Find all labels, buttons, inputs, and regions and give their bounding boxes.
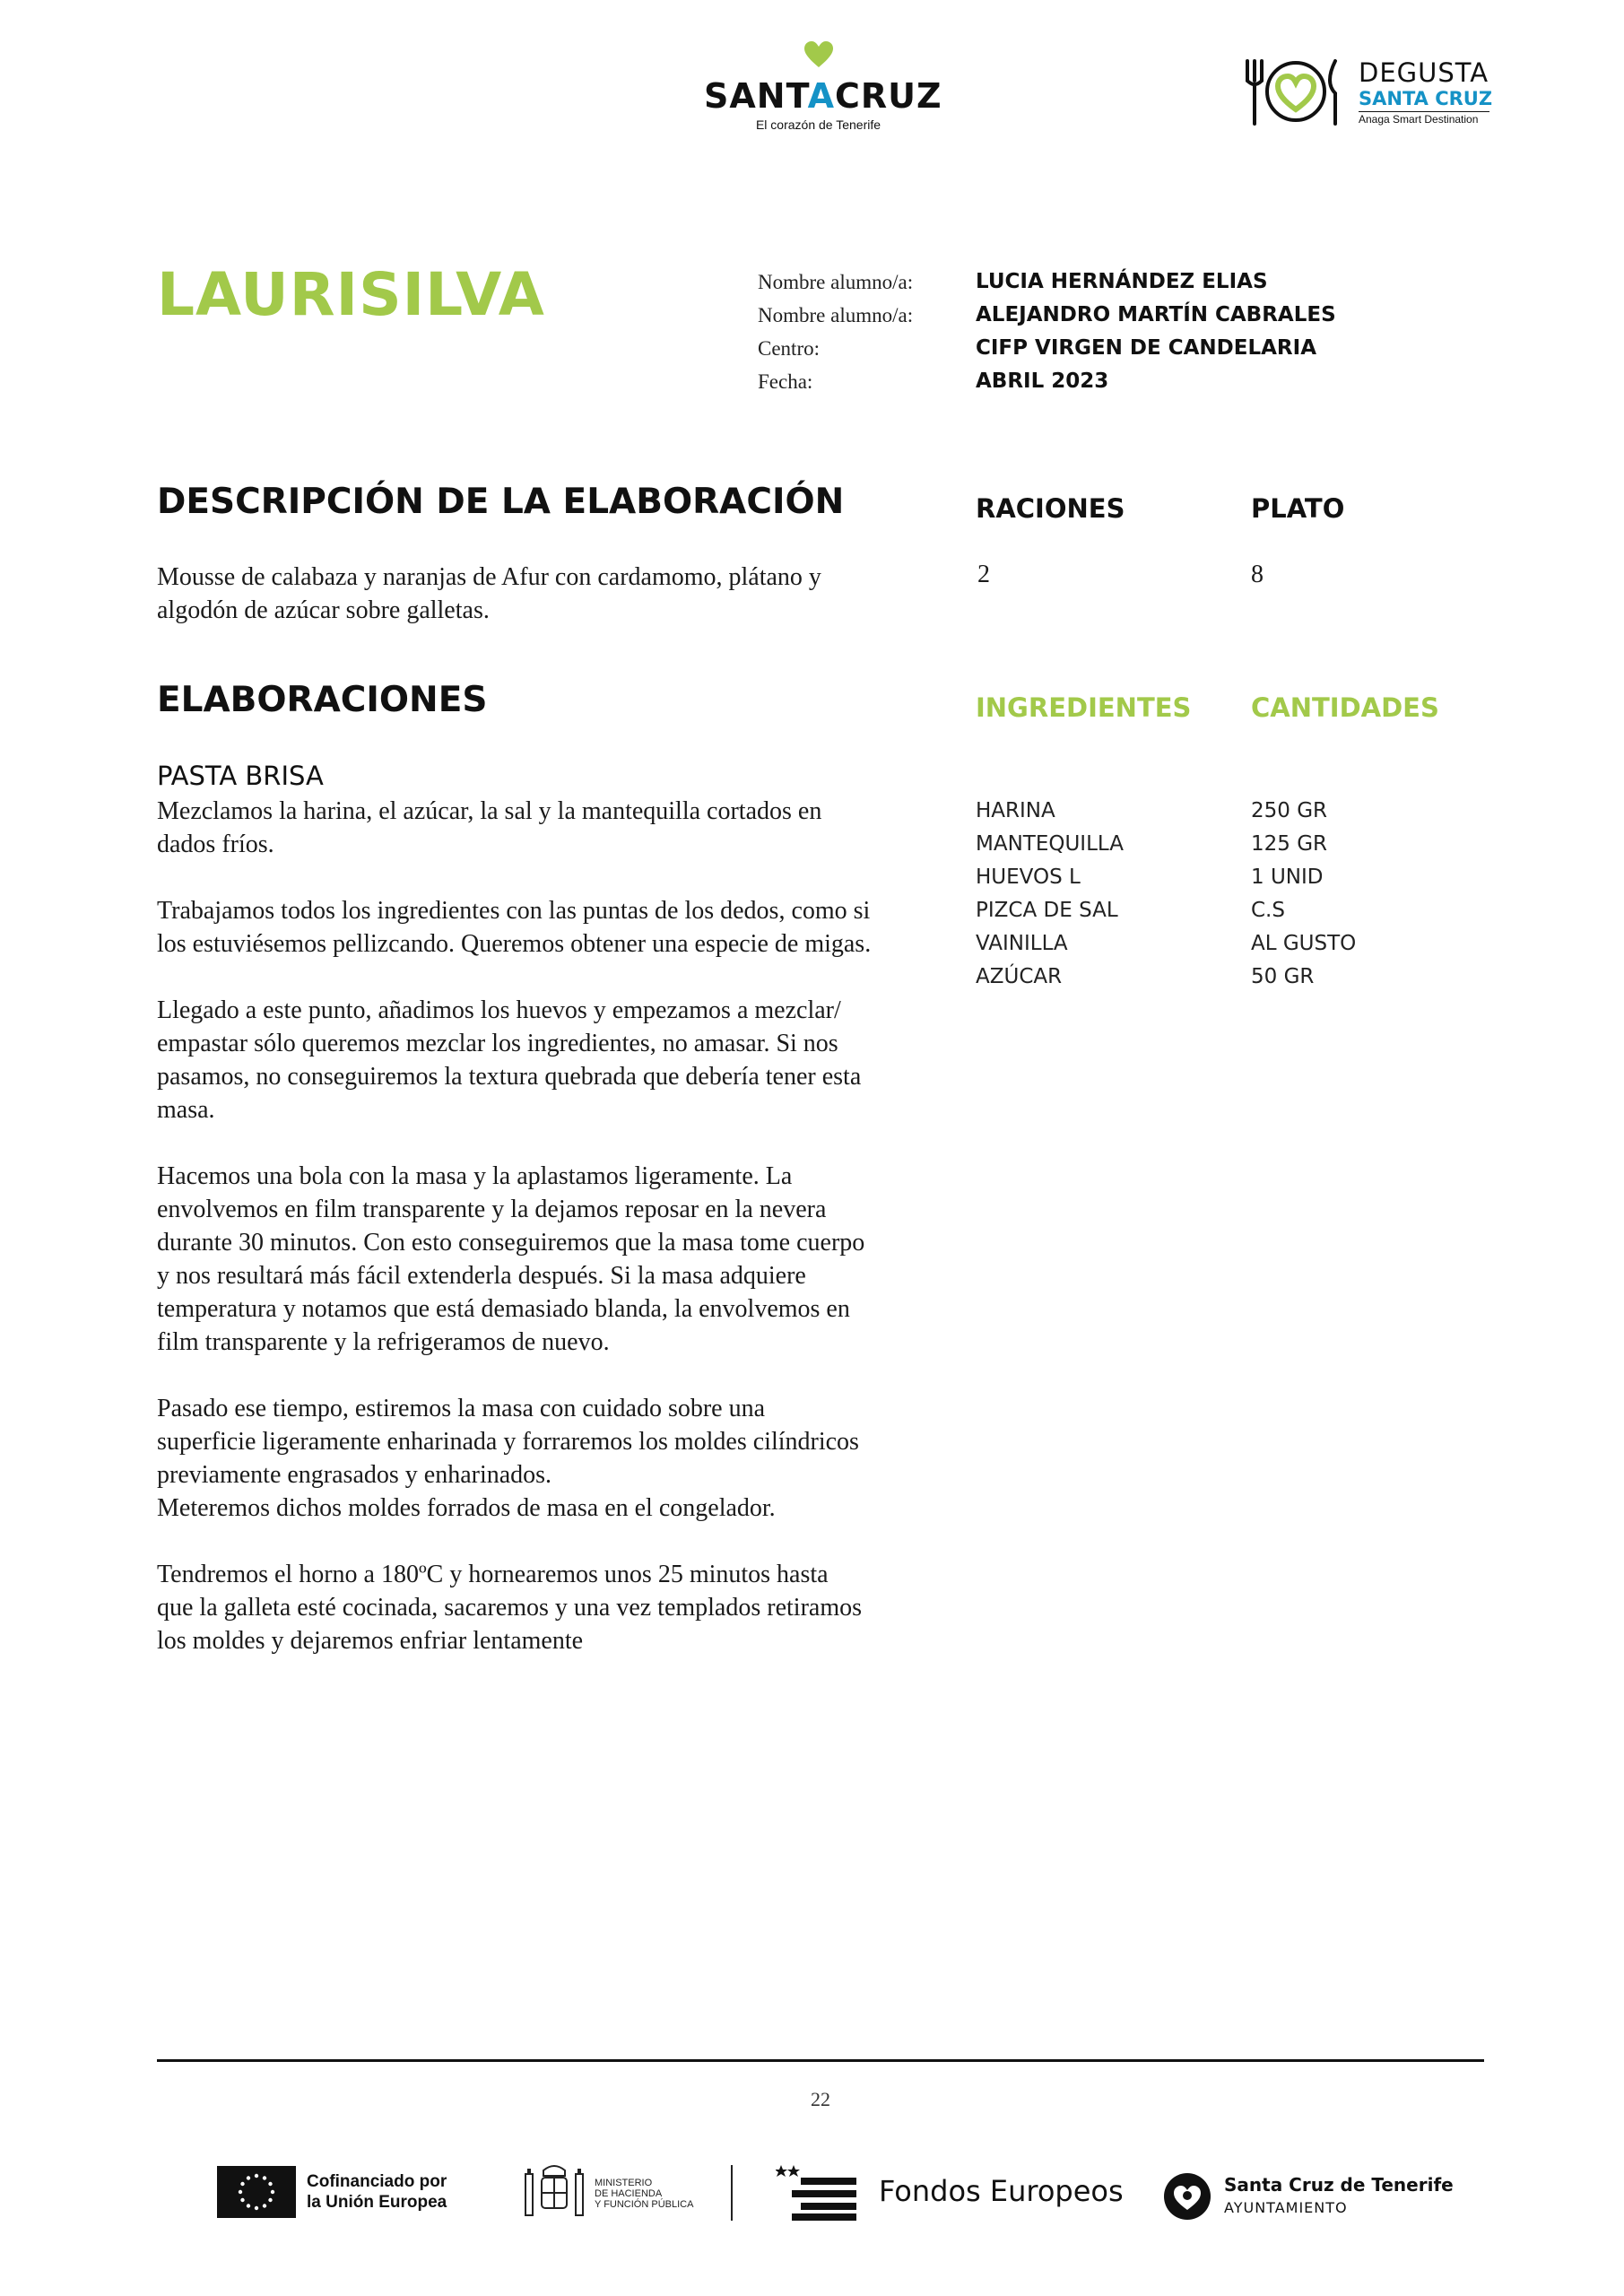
meta-value: CIFP VIRGEN DE CANDELARIA — [976, 336, 1316, 360]
descripcion-line: Mousse de calabaza y naranjas de Afur con cardamomo, plátano y — [157, 563, 821, 591]
meta-label: Nombre alumno/a: — [758, 271, 914, 293]
meta-value: ABRIL 2023 — [976, 370, 1109, 393]
step-paragraph: Hacemos una bola con la masa y la aplastamos ligeramente. La envolvemos en film transparente y la dejamos reposar en la nevera durante 30 minutos. Con esto conseguiremos que la masa tome cuerpo y nos resultará más fácil extenderla después. Si la masa adquiere temperatura y notamos que está demasiado blanda, la envolvemos en film transparente y la refrigeramos de nuevo. — [157, 1162, 865, 1356]
degusta-logo — [1242, 56, 1493, 136]
eu-cofinanced-logo — [217, 2166, 459, 2222]
ayuntamiento-logo — [1161, 2169, 1454, 2226]
raciones-value: 2 — [977, 561, 990, 588]
meta-label: Nombre alumno/a: — [758, 304, 914, 326]
eu-text: Cofinanciado por la Unión Europea — [307, 2172, 447, 2212]
meta-label: Fecha: — [758, 370, 813, 393]
ingredient-item: HUEVOS L — [976, 865, 1081, 889]
ingredient-item: VAINILLA — [976, 932, 1068, 955]
descripcion-heading: DESCRIPCIÓN DE LA ELABORACIÓN — [157, 482, 845, 522]
meta-values — [976, 265, 1336, 398]
ayuntamiento-title: Santa Cruz de Tenerife — [1224, 2174, 1454, 2196]
ayuntamiento-subtitle: AYUNTAMIENTO — [1224, 2199, 1348, 2216]
quantity-item: 250 GR — [1251, 799, 1328, 822]
step-paragraph: Mezclamos la harina, el azúcar, la sal y la mantequilla cortados en dados fríos. — [157, 797, 822, 858]
recipe-title: LAURISILVA — [157, 260, 545, 329]
elaboracion-steps — [157, 795, 955, 1691]
cutlery-heart-icon — [1242, 56, 1350, 127]
raciones-label: RACIONES — [976, 493, 1125, 524]
step-paragraph: Llegado a este punto, añadimos los huevos y empezamos a mezclar/ empastar sólo queremos mezclar los ingredientes, no amasar. Si nos pasamos, no conseguiremos la textura quebrada que debería tener esta masa. — [157, 996, 862, 1124]
fondos-europeos-text: Fondos Europeos — [879, 2174, 1124, 2208]
page-number: 22 — [811, 2088, 830, 2110]
quantity-item: 50 GR — [1251, 965, 1315, 988]
quantity-item: C.S — [1251, 899, 1285, 922]
fondos-europeos-logo — [776, 2161, 1124, 2224]
footer-divider — [157, 2059, 1484, 2062]
descripcion-line: algodón de azúcar sobre galletas. — [157, 596, 490, 624]
degusta-subtitle: SANTA CRUZ — [1359, 88, 1493, 109]
quantity-item: 125 GR — [1251, 832, 1328, 856]
santa-cruz-logo — [704, 40, 942, 139]
santa-cruz-tagline: El corazón de Tenerife — [755, 117, 881, 132]
coat-of-arms-icon — [520, 2160, 588, 2224]
elaboraciones-heading: ELABORACIONES — [157, 680, 488, 720]
step-paragraph: Tendremos el horno a 180ºC y hornearemos unos 25 minutos hasta que la galleta esté cocinada, sacaremos y una vez templados retiramos los moldes y dejaremos enfriar lentamente — [157, 1561, 862, 1655]
degusta-title: DEGUSTA — [1359, 57, 1489, 88]
santa-cruz-wordmark: SANTACRUZ — [704, 76, 942, 116]
step-paragraph: Trabajamos todos los ingredientes con las puntas de los dedos, como si los estuviésemos pellizcando. Queremos obtener una especie de migas. — [157, 897, 872, 958]
cantidades-label: CANTIDADES — [1251, 692, 1439, 723]
ministerio-divider — [731, 2165, 733, 2221]
meta-value: ALEJANDRO MARTÍN CABRALES — [976, 303, 1336, 326]
fondos-europeos-icon — [776, 2161, 865, 2224]
ingredients-list — [976, 795, 1124, 994]
plato-value: 8 — [1251, 561, 1264, 588]
degusta-tagline: Anaga Smart Destination — [1359, 113, 1479, 126]
ingredientes-label: INGREDIENTES — [976, 692, 1192, 723]
plato-label: PLATO — [1251, 493, 1345, 524]
degusta-divider — [1359, 111, 1489, 112]
ingredient-item: MANTEQUILLA — [976, 832, 1124, 856]
step-paragraph: Pasado ese tiempo, estiremos la masa con cuidado sobre una superficie ligeramente enharinada y forraremos los moldes cilíndricos previamente engrasados y enharinados. Meteremos dichos moldes forrados de masa en el congelador. — [157, 1395, 859, 1522]
descripcion-text — [157, 561, 946, 627]
meta-labels — [758, 265, 913, 398]
quantity-item: AL GUSTO — [1251, 932, 1357, 955]
quantities-list — [1251, 795, 1356, 994]
heart-icon — [803, 40, 835, 69]
meta-label: Centro: — [758, 337, 820, 360]
ministerio-text: MINISTERIO DE HACIENDA Y FUNCIÓN PÚBLICA — [595, 2178, 694, 2210]
ingredient-item: PIZCA DE SAL — [976, 899, 1118, 922]
ingredient-item: AZÚCAR — [976, 965, 1063, 988]
ingredient-item: HARINA — [976, 799, 1055, 822]
meta-value: LUCIA HERNÁNDEZ ELIAS — [976, 270, 1268, 293]
quantity-item: 1 UNID — [1251, 865, 1324, 889]
ministerio-logo — [520, 2160, 735, 2224]
eu-flag-icon — [217, 2166, 296, 2218]
ayuntamiento-emblem-icon — [1161, 2170, 1213, 2222]
pasta-brisa-subtitle: PASTA BRISA — [157, 761, 324, 791]
